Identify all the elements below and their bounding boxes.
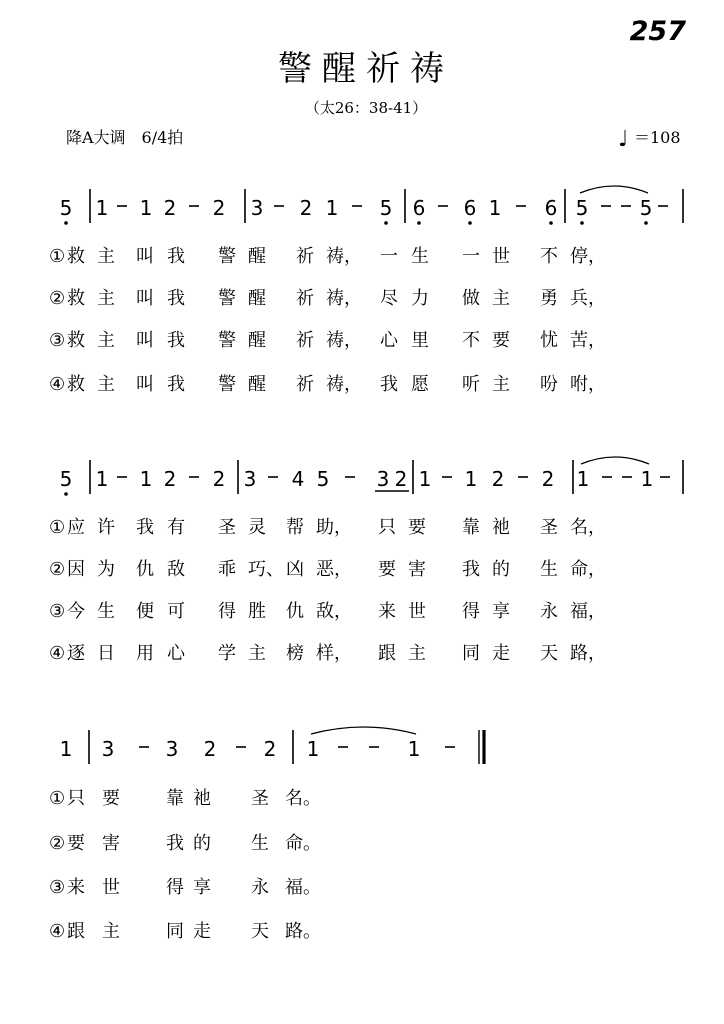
lyric-syllable: 警 — [218, 374, 236, 395]
low-octave-dot — [64, 492, 68, 496]
jianpu-note: 6 — [544, 196, 558, 220]
lyric-syllable: 享 — [193, 877, 211, 898]
jianpu-note: 1 — [95, 467, 109, 491]
scripture-reference: （太26：38-41） — [304, 99, 428, 117]
lyric-syllable: 祈 — [296, 330, 314, 351]
verse-number: ④ — [49, 921, 66, 942]
lyric-syllable: 苦， — [570, 330, 606, 351]
lyric-syllable: 停， — [570, 246, 606, 267]
lyric-syllable: 同 — [166, 921, 184, 942]
low-octave-dot — [417, 221, 421, 225]
lyric-syllable: 用 — [136, 643, 154, 664]
lyric-syllable: 生 — [251, 833, 269, 854]
verse-number: ④ — [49, 643, 66, 664]
lyric-syllable: 敌 — [167, 559, 185, 580]
hymn-title: 警醒祈祷 — [278, 49, 454, 89]
jianpu-note: 5 — [639, 196, 653, 220]
lyric-syllable: 害 — [408, 559, 426, 580]
jianpu-note: 1 — [640, 467, 654, 491]
lyric-syllable: 命， — [570, 559, 606, 580]
lyric-syllable: 主 — [97, 246, 115, 267]
jianpu-note: 3 — [250, 196, 264, 220]
lyric-syllable: 路。 — [285, 921, 321, 942]
lyric-syllable: 我 — [166, 833, 184, 854]
lyric-syllable: 天 — [251, 921, 269, 942]
jianpu-note: 2 — [299, 196, 313, 220]
lyric-syllable: 叫 — [136, 330, 154, 351]
jianpu-note: 5 — [575, 196, 589, 220]
lyric-syllable: 只 — [67, 788, 85, 809]
lyric-syllable: 得 — [218, 601, 236, 622]
lyric-syllable: 跟 — [67, 921, 85, 942]
pickup-note: 5 — [59, 196, 73, 220]
jianpu-note: 2 — [263, 737, 277, 761]
lyric-syllable: 应 — [67, 517, 85, 538]
lyric-syllable: 榜 — [286, 643, 304, 664]
jianpu-note: 2 — [163, 196, 177, 220]
lyric-syllable: 叫 — [136, 246, 154, 267]
lyric-syllable: 走 — [193, 921, 211, 942]
lyric-syllable: 仇 — [286, 601, 304, 622]
music-system — [49, 457, 683, 664]
lyric-syllable: 警 — [218, 330, 236, 351]
lyric-syllable: 福。 — [285, 877, 321, 898]
verse-number: ④ — [49, 374, 66, 395]
pickup-note: 5 — [59, 467, 73, 491]
verse-number: ③ — [49, 601, 66, 622]
lyric-syllable: 一 — [380, 246, 398, 267]
pickup-note: 1 — [59, 737, 73, 761]
lyric-syllable: 世 — [408, 601, 426, 622]
lyric-syllable: 主 — [248, 643, 266, 664]
lyric-syllable: 祂 — [492, 517, 510, 538]
lyric-syllable: 心 — [380, 330, 398, 351]
lyric-syllable: 帮 — [286, 517, 304, 538]
lyric-syllable: 主 — [97, 288, 115, 309]
lyric-syllable: 我 — [167, 288, 185, 309]
lyric-syllable: 忧 — [540, 330, 558, 351]
verse-number: ② — [49, 833, 66, 854]
jianpu-note: 6 — [463, 196, 477, 220]
lyric-syllable: 主 — [102, 921, 120, 942]
lyric-syllable: 祷， — [326, 374, 362, 395]
tie-arc — [581, 457, 649, 464]
jianpu-note: 1 — [418, 467, 432, 491]
lyric-syllable: 主 — [492, 374, 510, 395]
verse-number: ③ — [49, 330, 66, 351]
lyric-syllable: 敌， — [316, 601, 352, 622]
lyric-syllable: 名。 — [285, 788, 321, 809]
jianpu-note: 4 — [291, 467, 305, 491]
verse-number: ③ — [49, 877, 66, 898]
lyric-syllable: 因 — [67, 559, 85, 580]
jianpu-note: 3 — [101, 737, 115, 761]
lyric-syllable: 救 — [67, 374, 85, 395]
jianpu-note: 2 — [212, 467, 226, 491]
jianpu-note: 1 — [464, 467, 478, 491]
low-octave-dot — [468, 221, 472, 225]
jianpu-note: 1 — [139, 196, 153, 220]
lyric-syllable: 胜 — [248, 601, 266, 622]
lyric-syllable: 灵 — [248, 517, 266, 538]
low-octave-dot — [384, 221, 388, 225]
lyric-syllable: 我 — [167, 246, 185, 267]
lyric-syllable: 叫 — [136, 288, 154, 309]
lyric-syllable: 命。 — [285, 833, 321, 854]
lyric-syllable: 警 — [218, 288, 236, 309]
music-systems — [49, 186, 683, 942]
music-system — [49, 727, 484, 942]
lyric-syllable: 祈 — [296, 246, 314, 267]
lyric-syllable: 叫 — [136, 374, 154, 395]
jianpu-note: 2 — [212, 196, 226, 220]
lyric-syllable: 勇 — [540, 288, 558, 309]
lyric-syllable: 吩 — [540, 374, 558, 395]
lyric-syllable: 有 — [167, 517, 185, 538]
lyric-syllable: 走 — [492, 643, 510, 664]
jianpu-note: 2 — [203, 737, 217, 761]
lyric-syllable: 圣 — [540, 517, 558, 538]
lyric-syllable: 生 — [97, 601, 115, 622]
hymn-number: 257 — [629, 16, 686, 47]
jianpu-note: 3 — [376, 467, 390, 491]
lyric-syllable: 世 — [102, 877, 120, 898]
jianpu-note: 1 — [306, 737, 320, 761]
lyric-syllable: 永 — [251, 877, 269, 898]
lyric-syllable: 仇 — [136, 559, 154, 580]
lyric-syllable: 主 — [492, 288, 510, 309]
lyric-syllable: 力 — [411, 288, 429, 309]
lyric-syllable: 我 — [462, 559, 480, 580]
lyric-syllable: 圣 — [218, 517, 236, 538]
lyric-syllable: 主 — [408, 643, 426, 664]
lyric-syllable: 主 — [97, 374, 115, 395]
jianpu-note: 1 — [407, 737, 421, 761]
lyric-syllable: 要 — [492, 330, 510, 351]
music-system — [49, 186, 683, 395]
lyric-syllable: 世 — [492, 246, 510, 267]
lyric-syllable: 要 — [408, 517, 426, 538]
quarter-note-icon: ♩ — [618, 127, 629, 152]
lyric-syllable: 我 — [380, 374, 398, 395]
lyric-syllable: 只 — [378, 517, 396, 538]
lyric-syllable: 乖 — [218, 559, 236, 580]
low-octave-dot — [64, 221, 68, 225]
lyric-syllable: 逐 — [67, 643, 85, 664]
lyric-syllable: 听 — [462, 374, 480, 395]
jianpu-note: 1 — [488, 196, 502, 220]
lyric-syllable: 主 — [97, 330, 115, 351]
lyric-syllable: 害 — [102, 833, 120, 854]
lyric-syllable: 的 — [193, 833, 211, 854]
lyric-syllable: 生 — [540, 559, 558, 580]
lyric-syllable: 样， — [316, 643, 352, 664]
lyric-syllable: 福， — [570, 601, 606, 622]
verse-number: ① — [49, 246, 66, 267]
lyric-syllable: 可 — [167, 601, 185, 622]
lyric-syllable: 警 — [218, 246, 236, 267]
low-octave-dot — [549, 221, 553, 225]
jianpu-note: 6 — [412, 196, 426, 220]
lyric-syllable: 的 — [492, 559, 510, 580]
lyric-syllable: 祷， — [326, 246, 362, 267]
verse-number: ① — [49, 517, 66, 538]
jianpu-note: 2 — [541, 467, 555, 491]
lyric-syllable: 来 — [378, 601, 396, 622]
lyric-syllable: 名， — [570, 517, 606, 538]
lyric-syllable: 同 — [462, 643, 480, 664]
lyric-syllable: 恶， — [316, 559, 352, 580]
lyric-syllable: 咐， — [570, 374, 606, 395]
lyric-syllable: 许 — [97, 517, 115, 538]
jianpu-note: 1 — [325, 196, 339, 220]
lyric-syllable: 今 — [67, 601, 85, 622]
lyric-syllable: 我 — [136, 517, 154, 538]
lyric-syllable: 永 — [540, 601, 558, 622]
lyric-syllable: 我 — [167, 374, 185, 395]
lyric-syllable: 为 — [97, 559, 115, 580]
lyric-syllable: 巧、 — [248, 559, 284, 580]
lyric-syllable: 愿 — [411, 374, 429, 395]
lyric-syllable: 我 — [167, 330, 185, 351]
lyric-syllable: 路， — [570, 643, 606, 664]
lyric-syllable: 醒 — [248, 246, 266, 267]
lyric-syllable: 里 — [411, 330, 429, 351]
lyric-syllable: 不 — [540, 246, 558, 267]
lyric-syllable: 要 — [67, 833, 85, 854]
low-octave-dot — [644, 221, 648, 225]
lyric-syllable: 醒 — [248, 288, 266, 309]
jianpu-note: 3 — [243, 467, 257, 491]
lyric-syllable: 得 — [166, 877, 184, 898]
lyric-syllable: 跟 — [378, 643, 396, 664]
lyric-syllable: 享 — [492, 601, 510, 622]
lyric-syllable: 不 — [462, 330, 480, 351]
lyric-syllable: 助， — [316, 517, 352, 538]
jianpu-note: 2 — [163, 467, 177, 491]
jianpu-note: 1 — [139, 467, 153, 491]
lyric-syllable: 靠 — [166, 788, 184, 809]
lyric-syllable: 便 — [136, 601, 154, 622]
lyric-syllable: 祈 — [296, 374, 314, 395]
lyric-syllable: 得 — [462, 601, 480, 622]
lyric-syllable: 醒 — [248, 330, 266, 351]
lyric-syllable: 祷， — [326, 330, 362, 351]
jianpu-note: 2 — [491, 467, 505, 491]
lyric-syllable: 靠 — [462, 517, 480, 538]
lyric-syllable: 兵， — [570, 288, 606, 309]
lyric-syllable: 天 — [540, 643, 558, 664]
jianpu-note: 1 — [576, 467, 590, 491]
lyric-syllable: 学 — [218, 643, 236, 664]
jianpu-note: 5 — [316, 467, 330, 491]
verse-number: ① — [49, 788, 66, 809]
key-and-time-signature: 降A大调 6/4拍 — [66, 128, 184, 147]
lyric-syllable: 救 — [67, 288, 85, 309]
lyric-syllable: 救 — [67, 246, 85, 267]
verse-number: ② — [49, 288, 66, 309]
lyric-syllable: 一 — [462, 246, 480, 267]
jianpu-note: 2 — [394, 467, 408, 491]
lyric-syllable: 日 — [97, 643, 115, 664]
lyric-syllable: 尽 — [380, 288, 398, 309]
lyric-syllable: 做 — [462, 288, 480, 309]
jianpu-note: 1 — [95, 196, 109, 220]
lyric-syllable: 凶 — [286, 559, 304, 580]
lyric-syllable: 救 — [67, 330, 85, 351]
lyric-syllable: 圣 — [251, 788, 269, 809]
lyric-syllable: 要 — [378, 559, 396, 580]
jianpu-note: 3 — [165, 737, 179, 761]
tie-arc — [580, 186, 648, 193]
jianpu-note: 5 — [379, 196, 393, 220]
lyric-syllable: 来 — [67, 877, 85, 898]
low-octave-dot — [580, 221, 584, 225]
tie-arc — [311, 727, 416, 734]
lyric-syllable: 祈 — [296, 288, 314, 309]
lyric-syllable: 祷， — [326, 288, 362, 309]
tempo-marking: ＝108 — [634, 128, 681, 147]
lyric-syllable: 醒 — [248, 374, 266, 395]
lyric-syllable: 祂 — [193, 788, 211, 809]
lyric-syllable: 生 — [411, 246, 429, 267]
lyric-syllable: 心 — [167, 643, 185, 664]
lyric-syllable: 要 — [102, 788, 120, 809]
verse-number: ② — [49, 559, 66, 580]
